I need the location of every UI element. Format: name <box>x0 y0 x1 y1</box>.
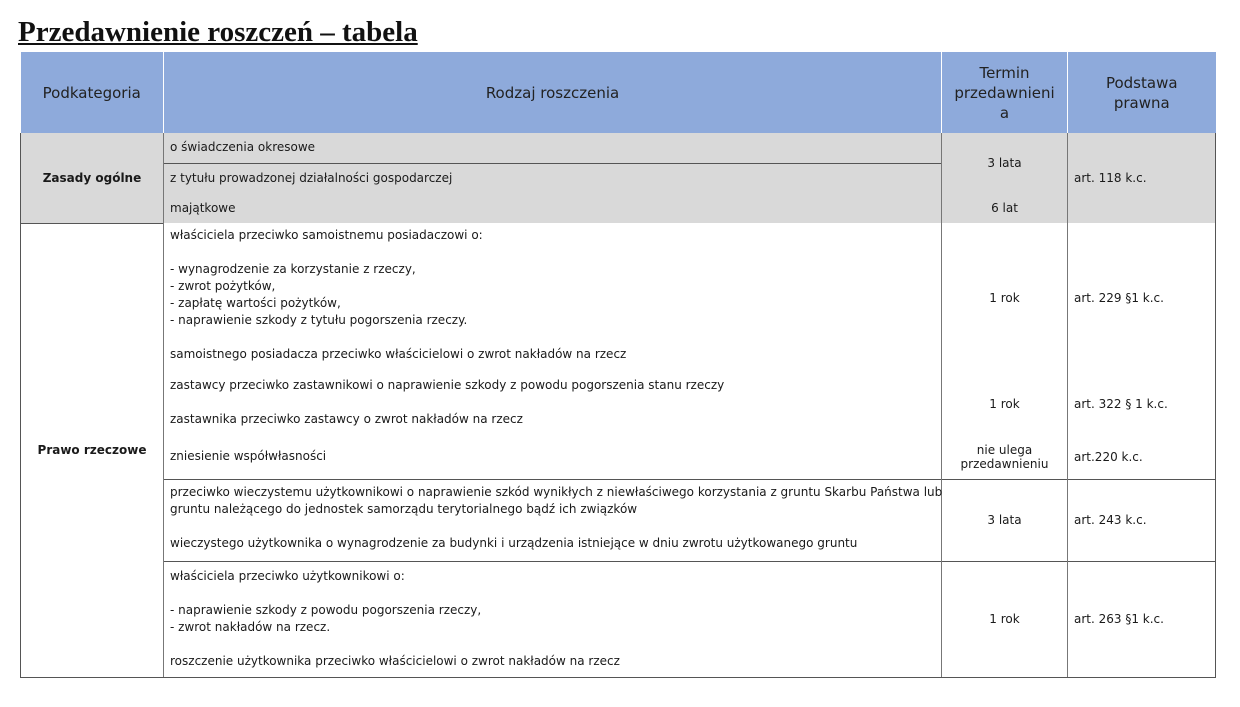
claim-cell <box>164 479 942 561</box>
header-rodzaj-roszczenia: Rodzaj roszczenia <box>164 52 942 133</box>
claim-text: zniesienie współwłasności <box>170 449 327 464</box>
category-prawo-rzeczowe: Prawo rzeczowe <box>21 223 164 677</box>
termin-cell: 1 rok <box>942 561 1068 677</box>
termin-cell: 1 rok <box>942 373 1068 435</box>
claim-cell <box>164 133 942 163</box>
claim-text: o świadczenia okresowe <box>170 140 316 155</box>
termin-cell: 3 lata <box>942 133 1068 193</box>
header-termin-line1: Termin <box>979 63 1030 82</box>
claim-text: gruntu należącego do jednostek samorządu terytorialnego bądź ich związków <box>170 501 638 516</box>
claim-text: właściciela przeciwko samoistnemu posiadaczowi o: <box>170 228 483 242</box>
claim-text: majątkowe <box>170 200 236 215</box>
termin-text: przedawnieniu <box>960 456 1049 471</box>
table-row <box>21 133 1216 163</box>
termin-cell: 1 rok <box>942 223 1068 373</box>
header-podstawa-line2: prawna <box>1113 93 1170 112</box>
basis-cell: art. 118 k.c. <box>1068 133 1216 223</box>
claim-text: przeciwko wieczystemu użytkownikowi o naprawienie szkód wynikłych z niewłaściwego korzystania z gruntu Skarbu Państwa lub <box>170 484 943 499</box>
termin-text: nie ulega <box>976 442 1033 457</box>
claim-bullet: - zwrot nakładów na rzecz. <box>170 619 331 634</box>
claim-cell <box>164 373 942 435</box>
claim-cell <box>164 561 942 677</box>
termin-cell: 6 lat <box>942 193 1068 223</box>
claim-text: z tytułu prowadzonej działalności gospodarczej <box>170 170 453 185</box>
claim-cell <box>164 223 942 373</box>
claim-text: roszczenie użytkownika przeciwko właścicielowi o zwrot nakładów na rzecz <box>170 653 620 668</box>
header-termin-line3: a <box>999 103 1010 122</box>
basis-cell: art.220 k.c. <box>1068 435 1216 479</box>
claim-bullet: - zwrot pożytków, <box>170 279 276 293</box>
header-podkategoria: Podkategoria <box>21 52 164 133</box>
claim-text: zastawnika przeciwko zastawcy o zwrot nakładów na rzecz <box>170 412 523 426</box>
claim-text: zastawcy przeciwko zastawnikowi o naprawienie szkody z powodu pogorszenia stanu rzeczy <box>170 378 725 392</box>
header-termin <box>942 52 1068 133</box>
table-row <box>21 561 1216 677</box>
basis-cell: art. 243 k.c. <box>1068 479 1216 561</box>
header-podstawa <box>1068 52 1216 133</box>
table-row <box>21 193 1216 223</box>
header-termin-line2: przedawnieni <box>954 83 1055 102</box>
basis-cell: art. 263 §1 k.c. <box>1068 561 1216 677</box>
header-podstawa-line1: Podstawa <box>1105 73 1178 92</box>
claim-bullet: - naprawienie szkody z tytułu pogorszenia rzeczy. <box>170 313 468 327</box>
claim-text: wieczystego użytkownika o wynagrodzenie za budynki i urządzenia istniejące w dniu zwrotu użytkowanego gruntu <box>170 535 858 550</box>
limitation-table <box>20 52 1216 678</box>
claim-cell <box>164 435 942 479</box>
termin-cell <box>942 435 1068 479</box>
table-row <box>21 223 1216 373</box>
header-row <box>21 52 1216 133</box>
basis-cell: art. 229 §1 k.c. <box>1068 223 1216 373</box>
table-row <box>21 479 1216 561</box>
claim-text: samoistnego posiadacza przeciwko właścicielowi o zwrot nakładów na rzecz <box>170 347 627 361</box>
table-row <box>21 435 1216 479</box>
table-row <box>21 373 1216 435</box>
claim-text: właściciela przeciwko użytkownikowi o: <box>170 568 405 583</box>
category-zasady-ogolne: Zasady ogólne <box>21 133 164 223</box>
claim-bullet: - wynagrodzenie za korzystanie z rzeczy, <box>170 262 416 276</box>
claim-bullet: - naprawienie szkody z powodu pogorszenia rzeczy, <box>170 602 482 617</box>
claim-bullet: - zapłatę wartości pożytków, <box>170 296 341 310</box>
claim-cell <box>164 193 942 223</box>
termin-cell: 3 lata <box>942 479 1068 561</box>
basis-cell: art. 322 § 1 k.c. <box>1068 373 1216 435</box>
claim-cell <box>164 163 942 193</box>
page-title: Przedawnienie roszczeń – tabela <box>18 16 418 48</box>
